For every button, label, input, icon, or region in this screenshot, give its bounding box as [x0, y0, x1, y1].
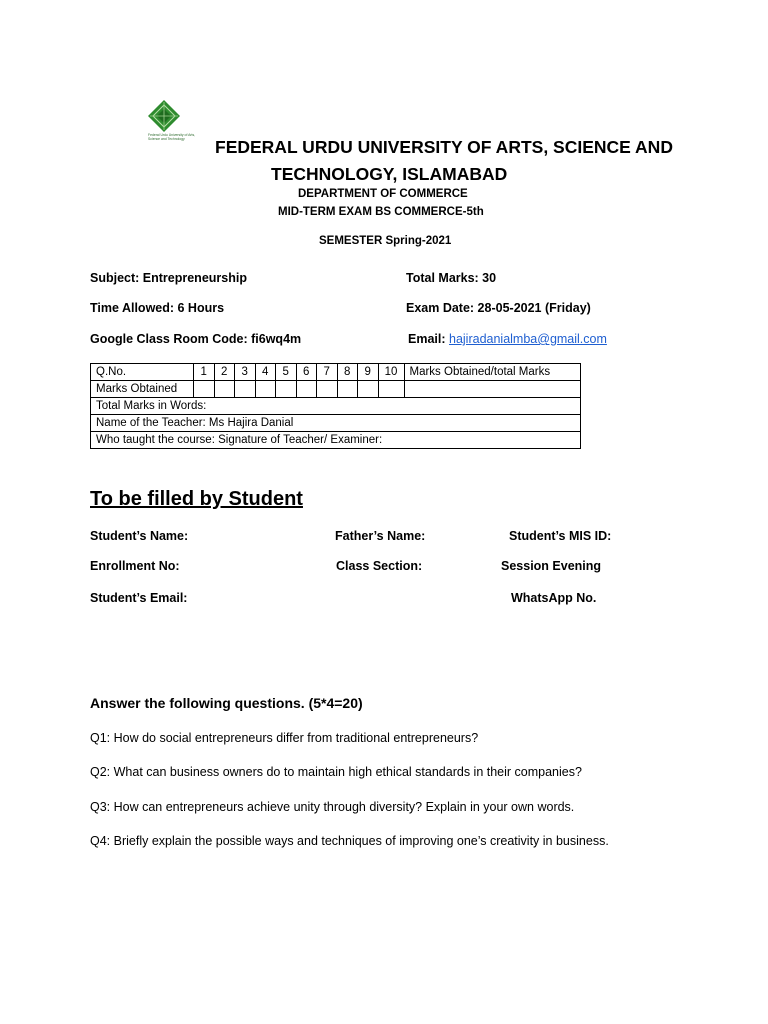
obtained-total-header: Marks Obtained/total Marks	[404, 364, 581, 381]
mark-cell[interactable]	[358, 381, 379, 398]
exam-title: MID-TERM EXAM BS COMMERCE-5th	[278, 206, 484, 218]
mark-cell[interactable]	[255, 381, 276, 398]
enrollment-field: Enrollment No:	[90, 559, 180, 573]
qno-header: Q.No.	[91, 364, 194, 381]
table-row	[91, 415, 581, 432]
total-marks-words: Total Marks in Words:	[91, 398, 581, 415]
university-emblem-icon	[128, 98, 212, 150]
table-row	[91, 364, 581, 381]
session-field: Session Evening	[501, 559, 602, 573]
question-number: 10	[378, 364, 404, 381]
question-number: 3	[235, 364, 256, 381]
exam-date-line: Exam Date: 28-05-2021 (Friday)	[406, 301, 591, 315]
email-link[interactable]: hajiradanialmba@gmail.com	[449, 332, 607, 346]
teacher-name: Name of the Teacher: Ms Hajira Danial	[91, 415, 581, 432]
class-section-field: Class Section:	[336, 559, 423, 573]
class-code-line: Google Class Room Code: fi6wq4m	[90, 332, 302, 346]
university-name-line1: FEDERAL URDU UNIVERSITY OF ARTS, SCIENCE AND	[215, 137, 673, 157]
university-name-line2: TECHNOLOGY, ISLAMABAD	[271, 164, 508, 184]
university-logo	[128, 98, 212, 150]
obtained-total-cell[interactable]	[404, 381, 581, 398]
student-name-field: Student’s Name:	[90, 529, 189, 543]
question-number: 7	[317, 364, 338, 381]
mark-cell[interactable]	[296, 381, 317, 398]
question-item: Q3: How can entrepreneurs achieve unity through diversity? Explain in your own words.	[90, 800, 575, 814]
question-number: 1	[194, 364, 215, 381]
logo-caption: Federal Urdu University of Arts, Science and Technology	[148, 133, 196, 141]
email-line	[408, 332, 607, 346]
marks-obtained-label: Marks Obtained	[91, 381, 194, 398]
question-number: 8	[337, 364, 358, 381]
mis-id-field: Student’s MIS ID:	[509, 529, 612, 543]
mark-cell[interactable]	[194, 381, 215, 398]
question-number: 6	[296, 364, 317, 381]
father-name-field: Father’s Name:	[335, 529, 426, 543]
mark-cell[interactable]	[317, 381, 338, 398]
mark-cell[interactable]	[214, 381, 235, 398]
teacher-signature: Who taught the course: Signature of Teacher/ Examiner:	[91, 432, 581, 449]
table-row	[91, 381, 581, 398]
question-number: 4	[255, 364, 276, 381]
question-item: Q2: What can business owners do to maintain high ethical standards in their companies?	[90, 765, 582, 779]
mark-cell[interactable]	[276, 381, 297, 398]
mark-cell[interactable]	[235, 381, 256, 398]
question-item: Q4: Briefly explain the possible ways and techniques of improving one’s creativity in business.	[90, 834, 609, 848]
mark-cell[interactable]	[337, 381, 358, 398]
subject-line: Subject: Entrepreneurship	[90, 271, 247, 285]
marks-table	[90, 363, 581, 449]
question-number: 2	[214, 364, 235, 381]
question-number: 9	[358, 364, 379, 381]
question-number: 5	[276, 364, 297, 381]
table-row	[91, 432, 581, 449]
email-label: Email:	[408, 332, 446, 346]
student-email-field: Student’s Email:	[90, 591, 188, 605]
time-allowed-line: Time Allowed: 6 Hours	[90, 301, 225, 315]
mark-cell[interactable]	[378, 381, 404, 398]
questions-instruction: Answer the following questions. (5*4=20)	[90, 695, 363, 711]
total-marks-line: Total Marks: 30	[406, 271, 497, 285]
question-item: Q1: How do social entrepreneurs differ from traditional entrepreneurs?	[90, 731, 479, 745]
whatsapp-field: WhatsApp No.	[511, 591, 597, 605]
department-title: DEPARTMENT OF COMMERCE	[298, 188, 468, 200]
table-row	[91, 398, 581, 415]
semester-title: SEMESTER Spring-2021	[319, 235, 452, 247]
student-section-heading: To be filled by Student	[90, 488, 303, 510]
